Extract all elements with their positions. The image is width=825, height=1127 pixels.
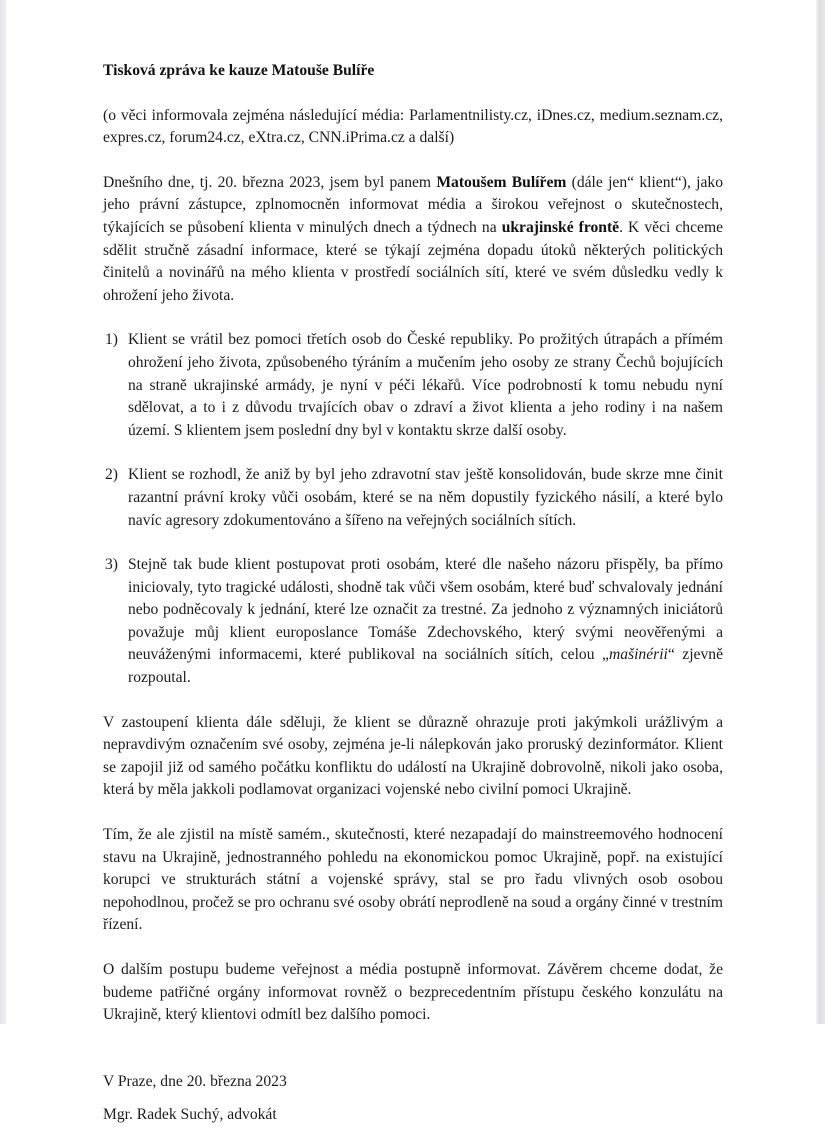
- intro-text-2: (dále jen“ klient“), jako jeho právní zástupce, zplnomocněn informovat média a širokou veřejnost o skutečnostech, týkajících se působení klienta v minulých dnech a týdnech na: [103, 173, 723, 236]
- point-number: 1): [105, 331, 118, 349]
- signature: Mgr. Radek Suchý, advokát: [103, 1106, 277, 1124]
- point-item: [103, 329, 723, 442]
- place-date: V Praze, dne 20. března 2023: [103, 1072, 287, 1090]
- intro-text-3: . K věci chceme sdělit stručně zásadní informace, které se týkají zejména dopadu útoků některých politických činitelů a novinářů na mého klienta v prostředí sociálních sítí, které ve svém důsledku vedly k ohrožení jeho života.: [103, 218, 723, 304]
- point-text: Klient se rozhodl, že aniž by byl jeho zdravotní stav ještě konsolidován, bude skrze mne činit razantní právní kroky vůči osobám, které se na něm dopustily fyzického násilí, a které bylo navíc agresory zdokumentováno a šířeno na veřejných sociálních sítích.: [128, 466, 723, 529]
- client-name: Matoušem Bulířem: [436, 173, 567, 191]
- front-emphasis: ukrajinské frontě: [501, 218, 620, 236]
- point-text: Klient se vrátil bez pomoci třetích osob do České republiky. Po prožitých útrapách a přímém ohrožení jeho života, způsobeného týráním a mučením jeho osoby ze strany Čechů bojujících na straně ukrajinské armády, je nyní v péči lékařů. Více podrobností k tomu nebudu nyní sdělovat, a to i z důvodu trvajících obav o zdraví a život klienta a jeho rodiny i na našem území. S klientem jsem poslední dny byl v kontaktu skrze další osoby.: [128, 331, 723, 439]
- page-edge-right: [816, 0, 825, 1024]
- quote-close: “: [667, 646, 675, 664]
- numbered-points: [103, 329, 723, 689]
- point-item: [103, 464, 723, 532]
- media-note: (o věci informovala zejména následující média: Parlamentnilisty.cz, iDnes.cz, medium.seznam.cz, expres.cz, forum24.cz, eXtra.cz, CNN.iPrima.cz a další): [103, 106, 723, 147]
- intro-paragraph: [103, 172, 723, 308]
- point-number: 3): [105, 556, 118, 574]
- document-title: Tisková zpráva ke kauze Matouše Bulíře: [103, 62, 375, 79]
- body-paragraph: Tím, že ale zjistil na místě samém., skutečnosti, které nezapadají do mainstreemového hodnocení stavu na Ukrajině, jednostranného pohledu na ekonomickou pomoc Ukrajině, popř. na existující korupci ve strukturách státní a vojenské správy, stal se pro řadu vlivných osob osobou nepohodlnou, pročež se pro ochranu své osoby obrátí neprodleně na soud a orgány činné v trestním řízení.: [103, 826, 723, 934]
- body-paragraph: O dalším postupu budeme veřejnost a média postupně informovat. Závěrem chceme dodat, že budeme patřičné orgány informovat rovněž o bezprecedentním přístupu českého konzulátu na Ukrajině, který klientovi odmítl bez dalšího pomoci.: [103, 961, 723, 1024]
- quoted-word: mašinérii: [608, 646, 668, 664]
- page-edge-left: [0, 0, 6, 1024]
- intro-text-1: Dnešního dne, tj. 20. března 2023, jsem byl panem: [103, 173, 437, 191]
- point-text: Stejně tak bude klient postupovat proti osobám, které dle našeho názoru přispěly, ba přímo iniciovaly, tyto tragické události, shodně tak vůči všem osobám, které buď schvalovaly jednání nebo podněcovaly k jednání, které lze označit za trestné. Za jednoho z významných iniciátorů považuje můj klient europoslance Tomáše Zdechovského, který svými neověřenými a neuváženými informacemi, které publikoval na sociálních sítích, celou: [128, 556, 723, 664]
- quote-open: „: [602, 646, 609, 664]
- point-item: [103, 554, 723, 690]
- point-number: 2): [105, 466, 118, 484]
- press-release-page: [103, 60, 723, 1127]
- body-paragraph: V zastoupení klienta dále sděluji, že klient se důrazně ohrazuje proti jakýmkoli urážlivým a nepravdivým označením své osoby, zejména je-li nálepkován jako proruský dezinformátor. Klient se zapojil již od samého počátku konfliktu do událostí na Ukrajině dobrovolně, nikoli jako osoba, která by měla jakkoli podlamovat organizaci vojenské nebo civilní pomoci Ukrajině.: [103, 713, 723, 799]
- point-text-end: zjevně rozpoutal.: [128, 646, 723, 687]
